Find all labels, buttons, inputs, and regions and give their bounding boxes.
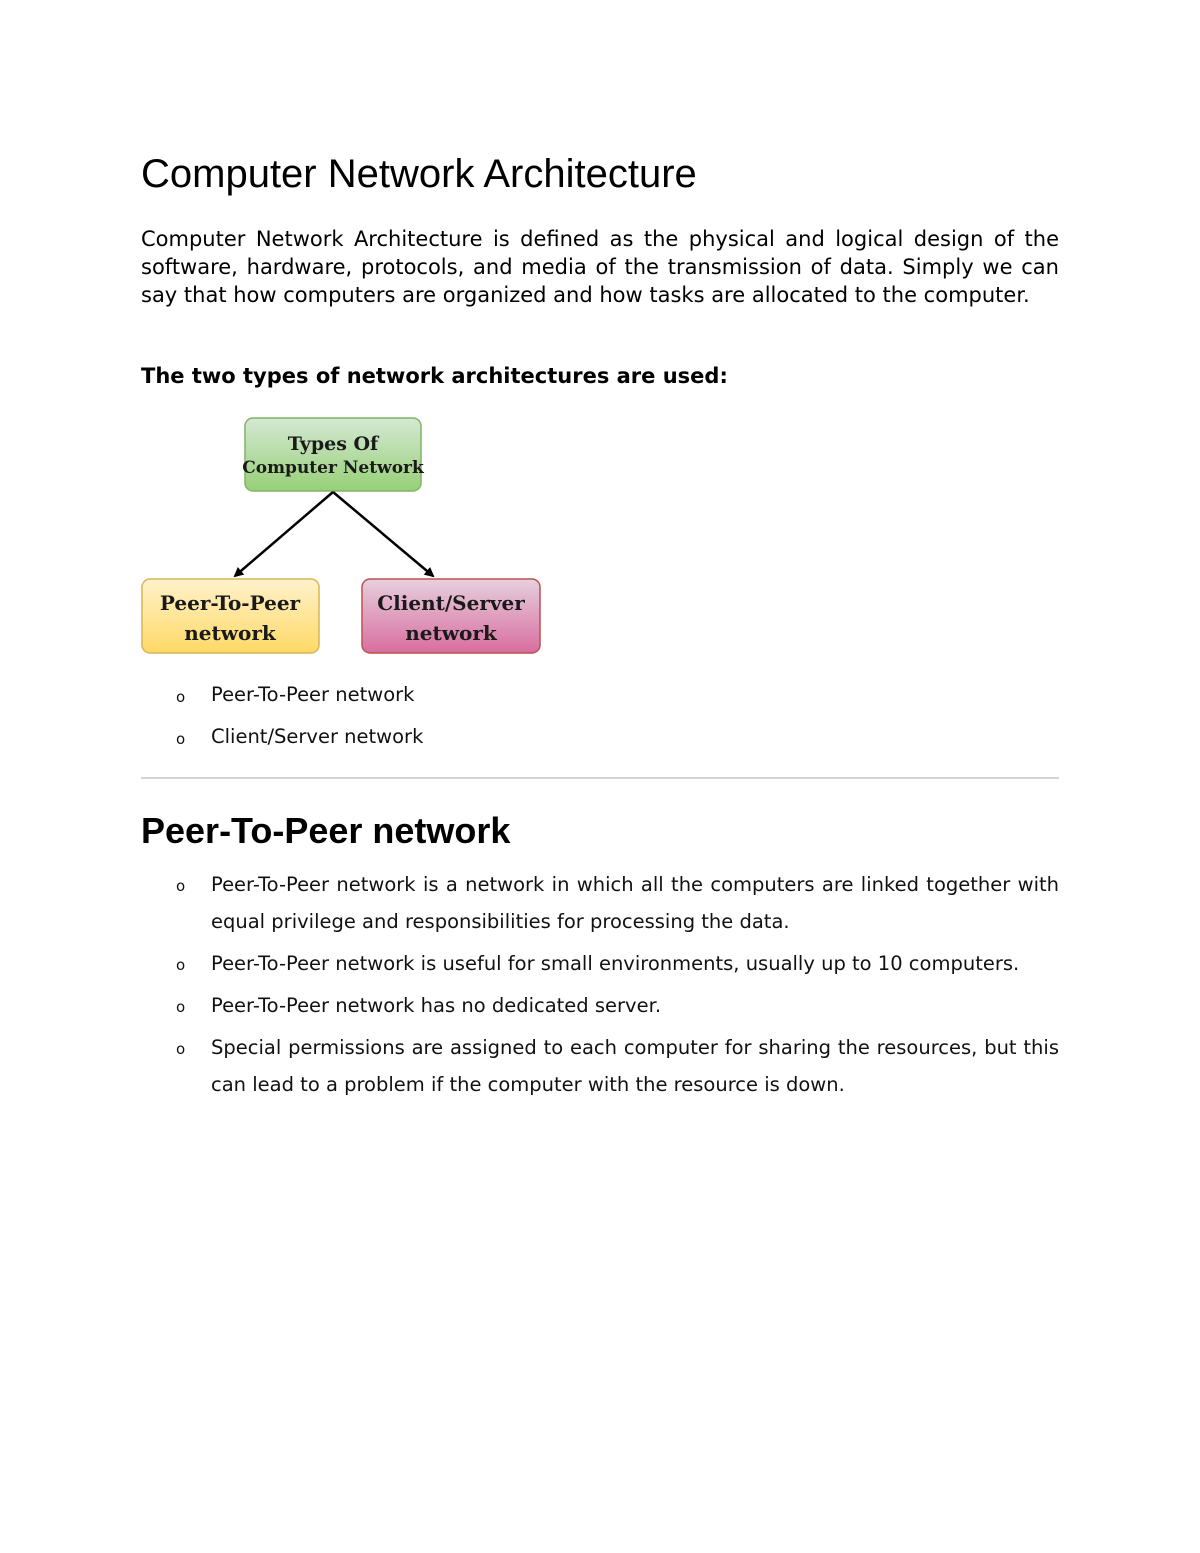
list-item-text: Client/Server network xyxy=(211,725,424,748)
bullet-marker: o xyxy=(176,956,186,974)
page-title: Computer Network Architecture xyxy=(141,152,697,196)
list-item xyxy=(141,1029,1059,1103)
list-item xyxy=(141,866,1059,940)
list-item xyxy=(141,987,1059,1024)
diagram-root-label-line2: Computer Network xyxy=(242,458,424,478)
list-item-text: Peer-To-Peer network has no dedicated server. xyxy=(211,994,662,1017)
types-heading: The two types of network architectures are used: xyxy=(141,364,728,388)
bullet-marker: o xyxy=(176,877,186,895)
network-types-diagram xyxy=(141,416,543,656)
list-item xyxy=(141,722,1059,752)
diagram-right-label-line1: Client/Server xyxy=(377,591,525,615)
diagram-right-label-line2: network xyxy=(405,621,497,645)
bullet-marker: o xyxy=(176,688,186,706)
types-list xyxy=(141,680,1059,764)
p2p-list xyxy=(141,866,1059,1108)
diagram-arrow-right xyxy=(333,492,433,576)
list-item xyxy=(141,945,1059,982)
diagram-arrow-left xyxy=(235,492,333,576)
list-item-text: Special permissions are assigned to each computer for sharing the resources, but this can lead to a problem if the computer with the resource is down. xyxy=(211,1036,1059,1096)
list-item-text: Peer-To-Peer network is useful for small environments, usually up to 10 computers. xyxy=(211,952,1020,975)
bullet-marker: o xyxy=(176,1040,186,1058)
section-heading-p2p: Peer-To-Peer network xyxy=(141,810,511,851)
bullet-marker: o xyxy=(176,998,186,1016)
diagram-root-label-line1: Types Of xyxy=(287,433,379,455)
list-item-text: Peer-To-Peer network xyxy=(211,683,415,706)
list-item-text: Peer-To-Peer network is a network in which all the computers are linked together with equal privilege and responsibilities for processing the data. xyxy=(211,873,1059,933)
bullet-marker: o xyxy=(176,730,186,748)
section-divider xyxy=(141,777,1059,779)
intro-paragraph: Computer Network Architecture is defined as the physical and logical design of the software, hardware, protocols, and media of the transmission of data. Simply we can say that how computers are organized and how tasks are allocated to the computer. xyxy=(141,227,1059,307)
list-item xyxy=(141,680,1059,710)
diagram-left-label-line1: Peer-To-Peer xyxy=(159,591,301,615)
diagram-svg xyxy=(141,416,543,656)
diagram-left-label-line2: network xyxy=(184,621,276,645)
